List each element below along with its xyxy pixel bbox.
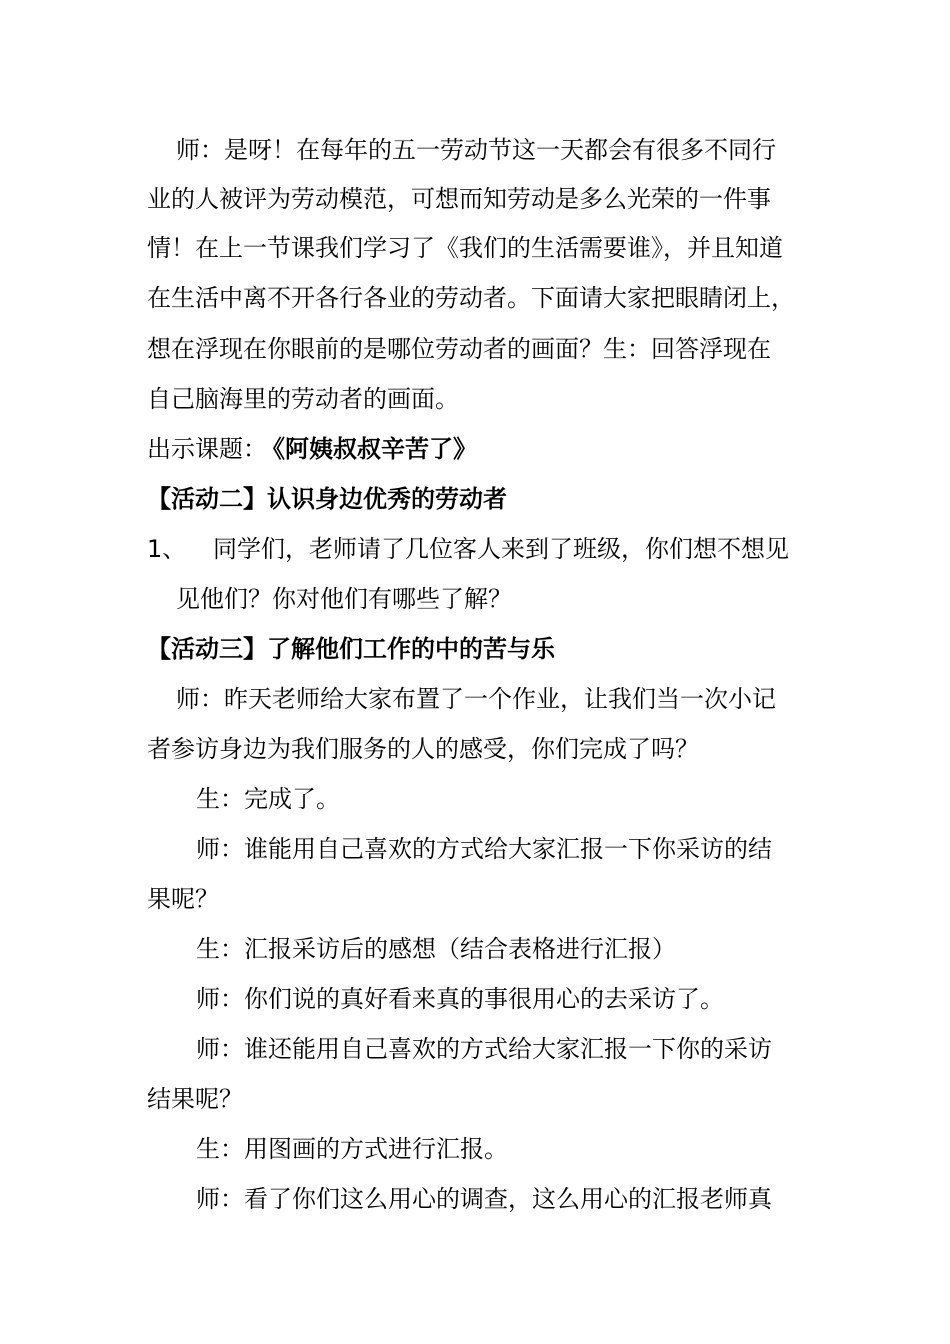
topic-label: 出示课题： [147, 435, 267, 463]
student-line: 生：完成了。 [196, 785, 340, 813]
student-line: 生：用图画的方式进行汇报。 [196, 1135, 508, 1163]
paragraph-line: 在生活中离不开各行各业的劳动者。下面请大家把眼睛闭上， [147, 284, 795, 312]
teacher-line: 师：谁能用自己喜欢的方式给大家汇报一下你采访的结 [196, 835, 772, 863]
item-text-continued: 见他们？你对他们有哪些了解？ [176, 585, 512, 613]
teacher-line: 师：你们说的真好看来真的事很用心的去采访了。 [196, 985, 724, 1013]
item-text: 同学们，老师请了几位客人来到了班级，你们想不想见 [213, 535, 789, 563]
teacher-line: 师：谁还能用自己喜欢的方式给大家汇报一下你的采访 [196, 1035, 772, 1063]
activity-three-heading: 【活动三】了解他们工作的中的苦与乐 [147, 635, 555, 663]
teacher-line: 师：看了你们这么用心的调查，这么用心的汇报老师真 [196, 1185, 772, 1213]
paragraph-line: 结果呢？ [147, 1085, 243, 1113]
paragraph-line: 师：昨天老师给大家布置了一个作业，让我们当一次小记 [176, 685, 776, 713]
topic-line [147, 434, 477, 464]
activity-two-heading: 【活动二】认识身边优秀的劳动者 [147, 485, 507, 513]
paragraph-line: 师：是呀！在每年的五一劳动节这一天都会有很多不同行 [176, 136, 776, 164]
paragraph-line: 者参访身边为我们服务的人的感受，你们完成了吗？ [147, 735, 699, 763]
topic-title: 《阿姨叔叔辛苦了》 [273, 435, 477, 463]
paragraph-line: 果呢？ [147, 885, 219, 913]
paragraph-line: 想在浮现在你眼前的是哪位劳动者的画面？生：回答浮现在 [147, 335, 771, 363]
item-number: 1、 [147, 535, 187, 563]
paragraph-line: 业的人被评为劳动模范，可想而知劳动是多么光荣的一件事 [147, 185, 771, 213]
paragraph-line: 情！在上一节课我们学习了《我们的生活需要谁》，并且知道 [147, 234, 783, 262]
paragraph-line: 自己脑海里的劳动者的画面。 [147, 385, 459, 413]
student-line: 生：汇报采访后的感想（结合表格进行汇报） [196, 935, 676, 963]
